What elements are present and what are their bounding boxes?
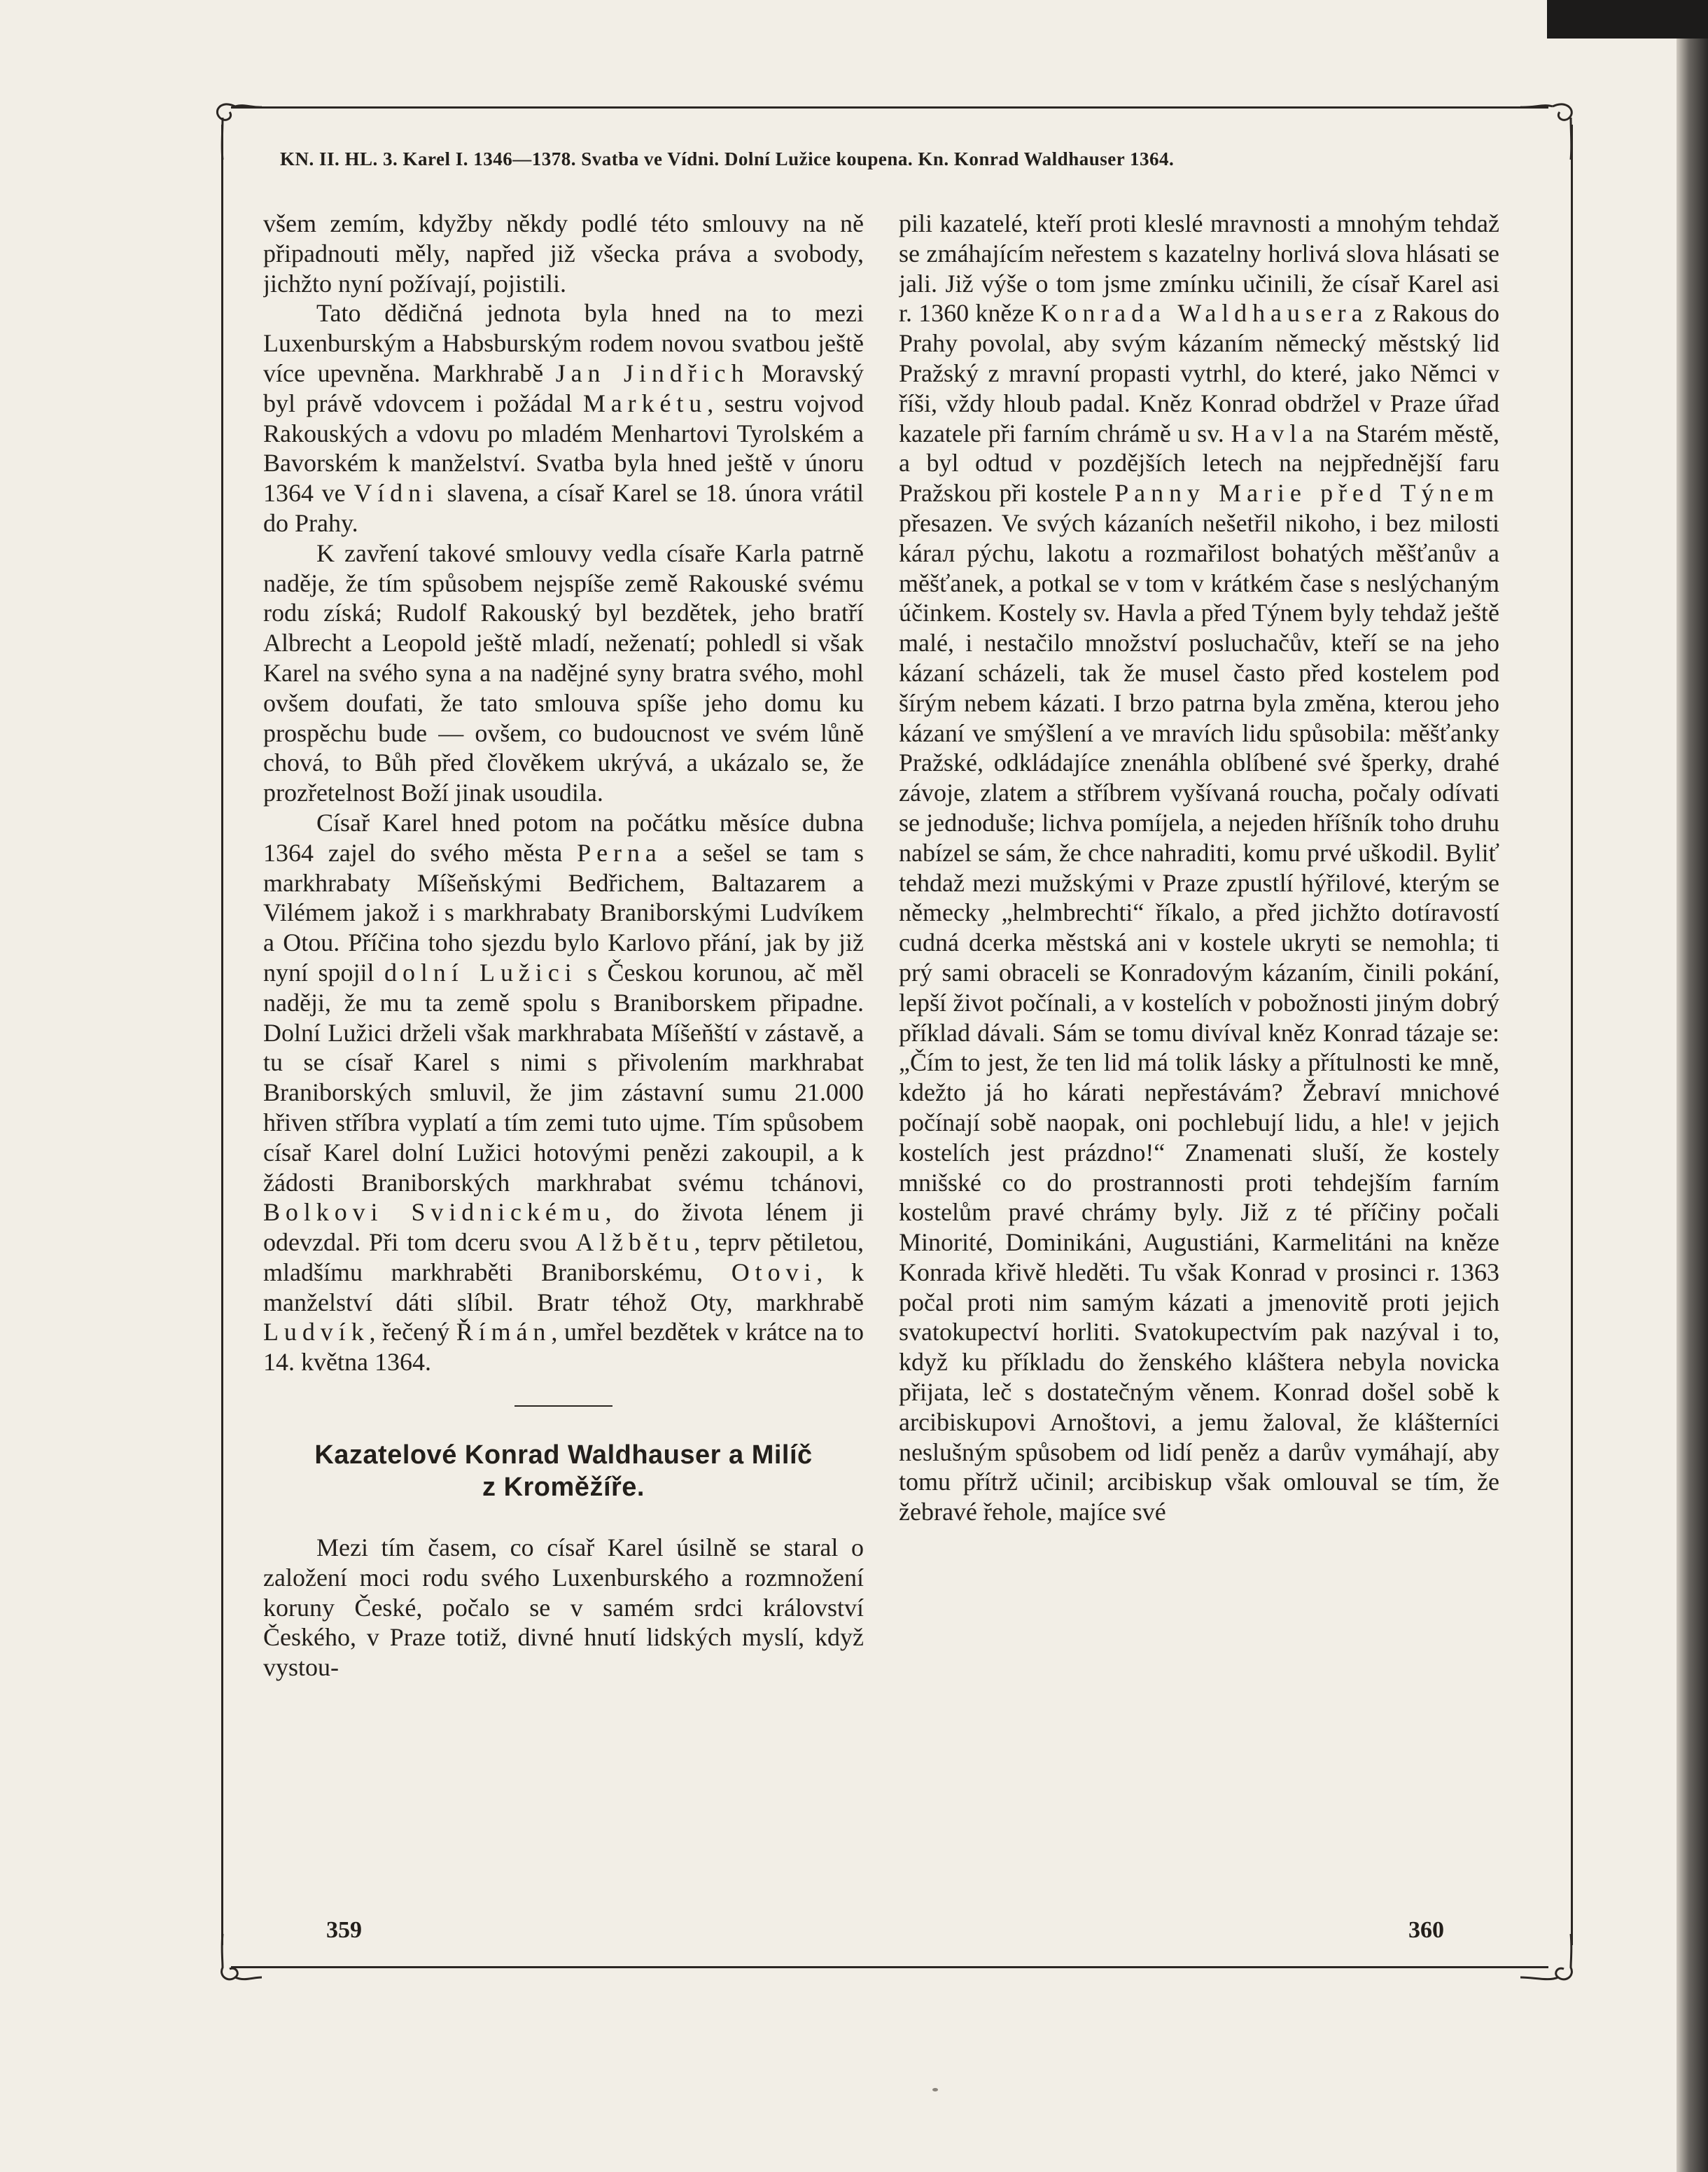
paragraph: všem zemím, kdyžby někdy podlé této smlouvy na ně připadnouti měly, napřed již všecka práva a svobody, jichžto nyní požívají, pojistili. xyxy=(263,209,864,298)
page-number-left: 359 xyxy=(326,1917,362,1943)
paragraph: K zavření takové smlouvy vedla císaře Karla patrně naděje, že tím spůsobem nejspíše země Rakouské svému rodu získá; Rudolf Rakouský byl bezdětek, jeho bratří Albrecht a Leopold ještě mladí, neženatí; pohledl si však Karel na svého syna a na nadějné syny bratra svého, mohl ovšem doufati, že tato smlouva spíše jeho domu ku prospěchu bude — ovšem, co budoucnost ve svém lůně chová, to Bůh před člověkem ukrývá, a ukázalo se, že prozřetelnost Boží jinak usoudila. xyxy=(263,538,864,807)
spaced-name: Perna xyxy=(577,838,662,867)
corner-flourish-bottom-left xyxy=(207,1933,263,1989)
page-number-right: 360 xyxy=(1408,1917,1444,1943)
section-title-line: Kazatelové Konrad Waldhauser a Milíč xyxy=(314,1440,813,1470)
spaced-name: Markétu xyxy=(582,389,708,417)
left-column xyxy=(263,209,864,1910)
corner-flourish-bottom-right xyxy=(1519,1933,1582,1989)
paragraph: pili kazatelé, kteří proti kleslé mravnosti a mnohým tehdaž se zmáhajícím neřestem s kazatelny horlivá slova hlásati se jali. Již výše o tom jsme zmínku učinili, že císař Karel asi r. 1360 kněze Konrada Waldhausera z Rakous do Prahy povolal, aby svým kázaním německý městský lid Pražský z mravní propasti vytrhl, do které, jako Němci v říši, vždy hloub padal. Kněz Konrad obdržel v Praze úřad kazatele při farním chrámě u sv. Havla na Starém městě, a byl odtud v pozdějších letech na nejpřednější faru Pražskou při kostele Panny Marie před Týnem přesazen. Ve svých kázaních nešetřil nikoho, i bez milosti kárал pýchu, lakotu a rozmařilost bohatých měšťanův a měšťanek, a potkal se v tom v krátkém čase s neslýchaným účinkem. Kostely sv. Havla a před Týnem byly tehdaž ještě malé, i nestačilo množství posluchačův, kteří se na jeho kázaní scházeli, tak že musel často před kostelem pod šírým nebem kázati. I brzo patrna byla změna, kterou jeho kázaní ve smýšlení a ve mravích lidu spůsobila: měšťanky Pražské, odkládajíce znenáhla oblíbené své šperky, drahé závoje, zlatem a stříbrem vyšívaná roucha, počaly odívati se jednoduše; lichva pomíjela, a nejeden hříšník toho druhu nabízel se sám, že chce nahraditi, komu prvé uškodil. Byliť tehdaž mezi mužskými v Praze zpustlí hýřilové, kterým se německy „helmbrechti“ říkalo, a před jichžto dotíravostí cudná dcerka městská ani v kostele ukryti se nemohla; ti prý sami obraceli se Konradovým kázaním, činili pokání, lepší život počínali, a v kostelích v pobožnosti jiným dobrý příklad dávali. Sám se tomu divíval kněz Konrad tázaje se: „Čím to jest, že ten lid má tolik lásky a přítulnosti ke mně, kdežto já ho kárati nepřestávám? Žebraví mnichové počínají sobě naopak, oni pochlebují lidu, a hle! v jejich kostelích jest prázdno!“ Znamenati sluší, že kostely mnišské co do prostrannosti proti tehdejším farním kostelům pravé chrámy byly. Již z té příčiny počali Minorité, Dominikáni, Augustiáni, Karmelitáni na kněze Konrada křivě hleděti. Tu však Konrad v prosinci r. 1363 počal proti nim samým kázati a jmenovitě proti jejich svatokupectví horliti. Svatokupectvím pak nazýval i to, když ku příkladu do ženského kláštera nebyla novicka přijata, leč s dostatečným věnem. Konrad došel sobě k arcibiskupovi Arnoštovi, a jemu žaloval, že klášterníci neslušným spůsobem od lidí peněz a darův vymáhají, aby tomu přítrž učinil; arcibiskup však omlouval se tím, že žebravé řehole, majíce své xyxy=(899,209,1499,1526)
spaced-name: Konrada Waldhausera xyxy=(1040,299,1368,328)
running-header: KN. II. HL. 3. Karel I. 1346—1378. Svatba ve Vídni. Dolní Lužice koupena. Kn. Konrad Waldhauser 1364. xyxy=(280,148,1175,169)
book-binding-edge xyxy=(1676,0,1708,2172)
spaced-name: Alžbětu xyxy=(575,1228,694,1257)
ornamental-frame-top xyxy=(231,106,1548,109)
corner-flourish-top-left xyxy=(207,98,263,161)
paragraph: Tato dědičná jednota byla hned na to mezi Luxenburským a Habsburským rodem novou svatbou ještě více upevněna. Markhrabě Jan Jindřich Moravský byl právě vdovcem i požádal Markétu, sestru vojvod Rakouských a vdovu po mladém Menhartovi Tyrolském a Bavorském k manželství. Svatba byla hned ještě v únoru 1364 ve Vídni slavena, a císař Karel se 18. února vrátil do Prahy. xyxy=(263,299,864,537)
paragraph: Mezi tím časem, co císař Karel úsilně se staral o založení moci rodu svého Luxenburského a rozmnožení koruny České, počalo se v samém srdci království Českého, v Praze totiž, divné hnutí lidských myslí, když vystou- xyxy=(263,1533,864,1682)
ornamental-frame-bottom xyxy=(231,1966,1548,1968)
paragraph: Císař Karel hned potom na počátku měsíce dubna 1364 zajel do svého města Perna a sešel se tam s markhrabaty Míšeňskými Bedřichem, Baltazarem a Vilémem jakož i s markhrabaty Braniborskými Ludvíkem a Otou. Příčina toho sjezdu bylo Karlovo přání, jak by již nyní spojil dolní Lužici s Českou korunou, ač měl naději, že mu ta země spolu s Braniborskem připadne. Dolní Lužici drželi však markhrabata Míšeňští v zástavě, a tu se císař Karel s nimi s přivolením markhrabat Braniborských smluvil, že jim zástavní sumu 21.000 hřiven stříbra vyplatí a tím zemi tuto ujme. Tím spůsobem císař Karel dolní Lužici hotovými penězi zakoupil, a k žádosti Braniborských markhrabat svému tchánovi, Bolkovi Svidnickému, do života lénem ji odevzdal. Při tom dceru svou Alžbětu, teprv pětiletou, mladšímu markhraběti Braniborskému, Otovi, k manželství dáti slíbil. Bratr téhož Oty, markhrabě Ludvík, řečený Římán, umřel bezdětek v krátce na to 14. května 1364. xyxy=(263,808,864,1377)
spaced-name: Havla xyxy=(1231,419,1320,447)
spaced-name: Jan Jindřich xyxy=(555,358,750,387)
right-column xyxy=(899,209,1499,1910)
scan-corner-shadow xyxy=(1547,0,1708,39)
ornamental-frame-right xyxy=(1571,125,1573,1945)
section-divider xyxy=(514,1405,612,1407)
section-title-line: z Kroměžíře. xyxy=(482,1473,645,1503)
section-title xyxy=(263,1439,864,1503)
spaced-name: Vídni xyxy=(354,479,439,508)
spaced-name: Ludvík xyxy=(263,1318,370,1346)
spaced-name: Římán xyxy=(456,1318,552,1346)
spaced-name: dolní Lužici xyxy=(384,958,578,987)
spaced-name: Otovi xyxy=(731,1258,817,1286)
spaced-name: Bolkovi Svidnickému xyxy=(263,1198,606,1227)
corner-flourish-top-right xyxy=(1519,98,1582,161)
paper-speck xyxy=(932,2088,938,2091)
ornamental-frame-left xyxy=(221,125,223,1945)
spaced-name: Panny Marie před Týnem xyxy=(1114,479,1499,508)
